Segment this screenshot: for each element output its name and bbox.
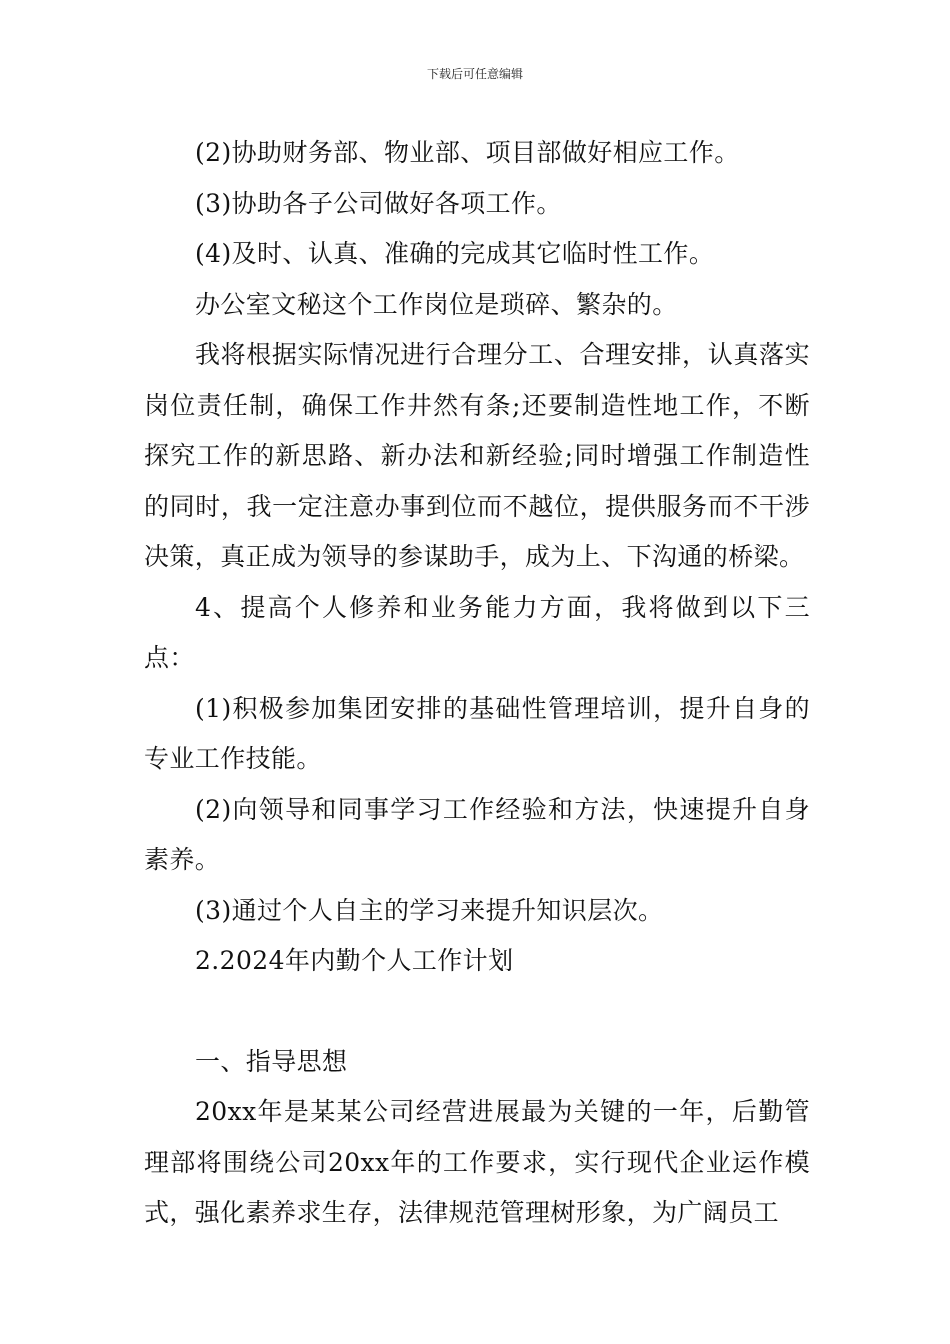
blank-line bbox=[144, 987, 810, 1037]
document-title: 2.2024年内勤个人工作计划 bbox=[195, 946, 514, 975]
paragraph: (3)协助各子公司做好各项工作。 bbox=[195, 188, 562, 218]
paragraph: (1)积极参加集团安排的基础性管理培训，提升自身的专业工作技能。 bbox=[144, 693, 810, 773]
paragraph: 20xx年是某某公司经营进展最为关键的一年，后勤管理部将围绕公司20xx年的工作要求，实行现代企业运作模式，强化素养求生存，法律规范管理树形象，为广阔员工 bbox=[144, 1097, 810, 1227]
section-heading: 4、提高个人修养和业务能力方面，我将做到以下三点： bbox=[144, 592, 810, 672]
paragraph: 办公室文秘这个工作岗位是琐碎、繁杂的。 bbox=[195, 289, 678, 319]
paragraph: (2)向领导和同事学习工作经验和方法，快速提升自身素养。 bbox=[144, 794, 810, 874]
paragraph: (2)协助财务部、物业部、项目部做好相应工作。 bbox=[195, 138, 740, 167]
section-heading: 一、指导思想 bbox=[195, 1046, 348, 1076]
paragraph: 我将根据实际情况进行合理分工、合理安排，认真落实岗位责任制，确保工作井然有条;还要制造性地工作，不断探究工作的新思路、新办法和新经验;同时增强工作制造性的同时，我一定注意办事到位而不越位，提供服务而不干涉决策，真正成为领导的参谋助手，成为上、下沟通的桥梁。 bbox=[144, 340, 810, 571]
paragraph: (4)及时、认真、准确的完成其它临时性工作。 bbox=[195, 239, 715, 268]
paragraph: (3)通过个人自主的学习来提升知识层次。 bbox=[195, 895, 664, 925]
page-header: 下载后可任意编辑 bbox=[426, 67, 523, 81]
document-body bbox=[144, 128, 810, 1239]
